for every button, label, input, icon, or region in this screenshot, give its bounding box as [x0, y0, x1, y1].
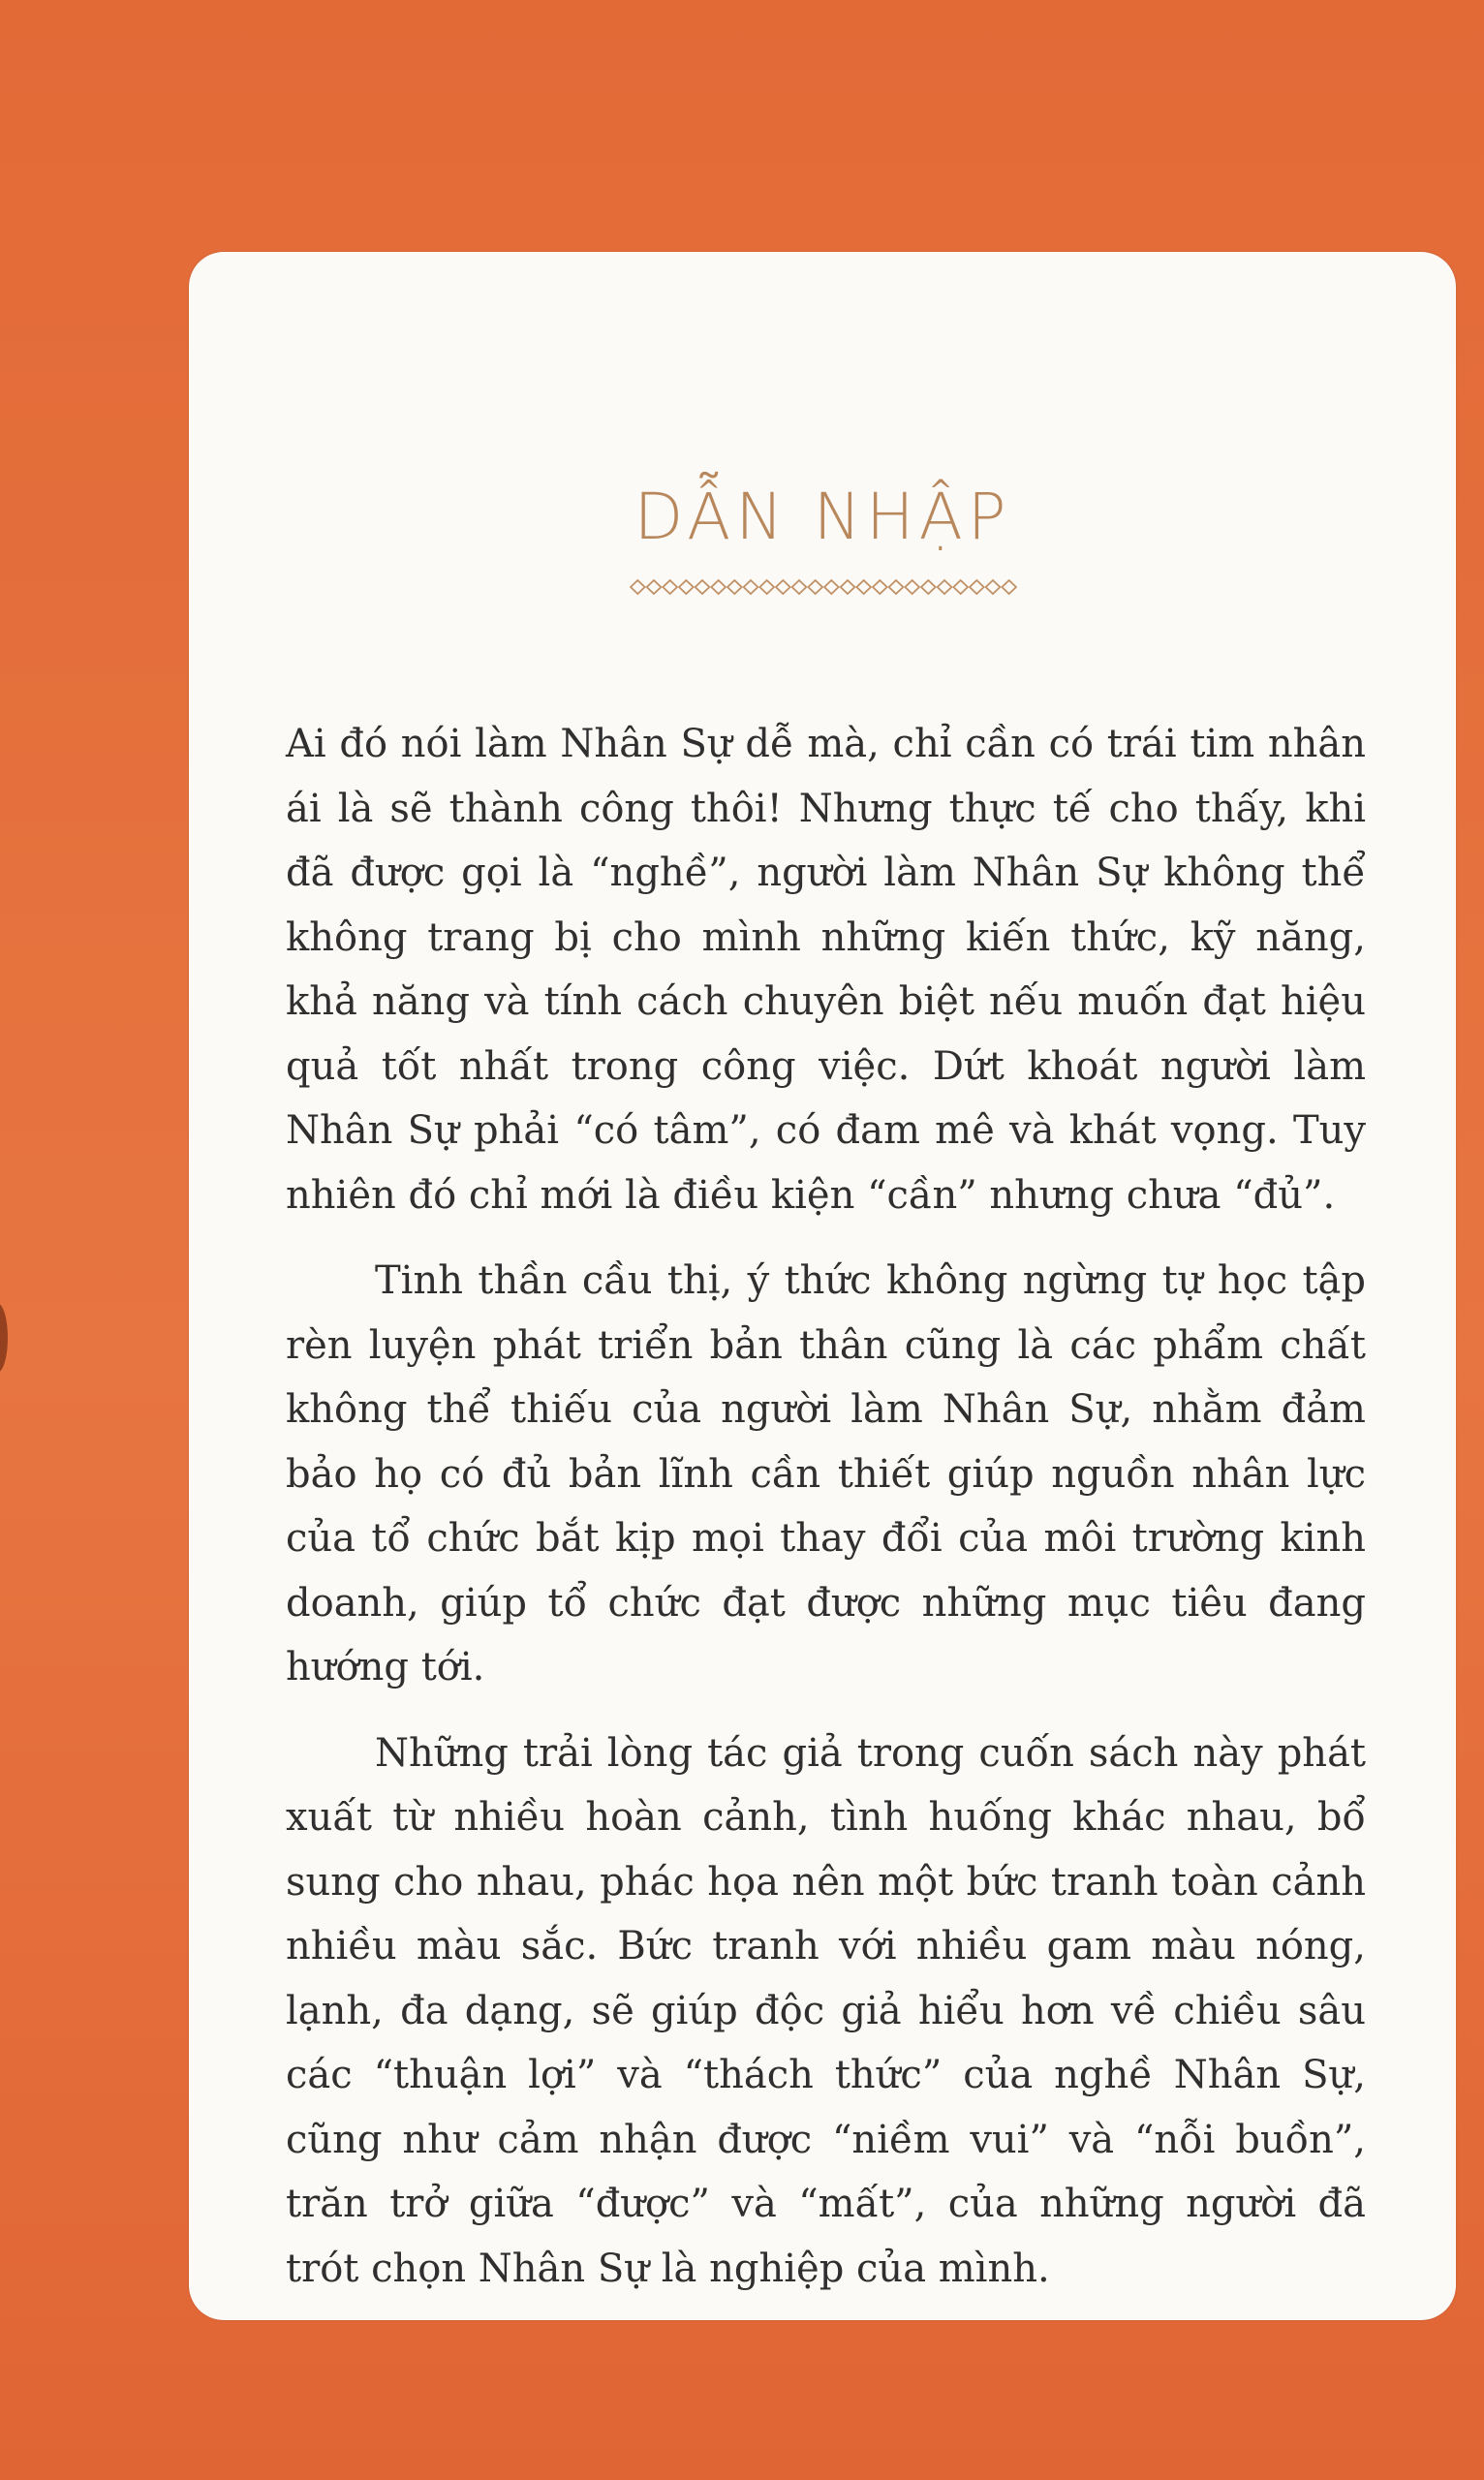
diamond-link — [953, 580, 968, 594]
content-card — [189, 252, 1456, 2320]
diamond-link — [744, 580, 758, 594]
paragraph-3: Những trải lòng tác giả trong cuốn sách này phát xuất từ nhiều hoàn cảnh, tình huống khác nhau, bổ sung cho nhau, phác họa nên một bức tranh toàn cảnh nhiều màu sắc. Bức tranh với nhiều gam màu nóng, lạnh, đa dạng, sẽ giúp độc giả hiểu hơn về chiều sâu các “thuận lợi” và “thách thức” của nghề Nhân Sự, cũng như cảm nhận được “niềm vui” và “nỗi buồn”, trăn trở giữa “được” và “mất”, của những người đã trót chọn Nhân Sự là nghiệp của mình. — [286, 1730, 1366, 2291]
paragraph-2: Tinh thần cầu thị, ý thức không ngừng tự học tập rèn luyện phát triển bản thân cũng là các phẩm chất không thể thiếu của người làm Nhân Sự, nhằm đảm bảo họ có đủ bản lĩnh cần thiết giúp nguồn nhân lực của tổ chức bắt kịp mọi thay đổi của môi trường kinh doanh, giúp tổ chức đạt được những mục tiêu đang hướng tới. — [286, 1258, 1366, 1690]
diamond-link — [808, 580, 822, 594]
diamond-link — [663, 580, 677, 594]
diamond-link — [776, 580, 790, 594]
diamond-link — [921, 580, 936, 594]
diamond-link — [905, 580, 919, 594]
chapter-title: DẪN NHẬP — [634, 480, 1011, 554]
diamond-link — [856, 580, 871, 594]
diamond-link — [841, 580, 855, 594]
diamond-link — [631, 580, 645, 594]
diamond-link — [970, 580, 984, 594]
diamond-divider-icon — [630, 576, 1017, 598]
diamond-link — [727, 580, 742, 594]
diamond-link — [679, 580, 694, 594]
diamond-link — [792, 580, 807, 594]
introduction-body — [286, 712, 1366, 2322]
diamond-link — [1002, 580, 1016, 594]
diamond-link — [647, 580, 662, 594]
diamond-link — [889, 580, 904, 594]
diamond-link — [938, 580, 952, 594]
diamond-link — [711, 580, 726, 594]
diamond-link — [759, 580, 774, 594]
paragraph-1: Ai đó nói làm Nhân Sự dễ mà, chỉ cần có trái tim nhân ái là sẽ thành công thôi! Nhưng thực tế cho thấy, khi đã được gọi là “nghề”, người làm Nhân Sự không thể không trang bị cho mình những kiến thức, kỹ năng, khả năng và tính cách chuyên biệt nếu muốn đạt hiệu quả tốt nhất trong công việc. Dứt khoát người làm Nhân Sự phải “có tâm”, có đam mê và khát vọng. Tuy nhiên đó chỉ mới là điều kiện “cần” nhưng chưa “đủ”. — [286, 722, 1366, 1218]
diamond-link — [824, 580, 839, 594]
diamond-link — [873, 580, 887, 594]
diamond-link — [986, 580, 1001, 594]
diamond-link — [696, 580, 710, 594]
